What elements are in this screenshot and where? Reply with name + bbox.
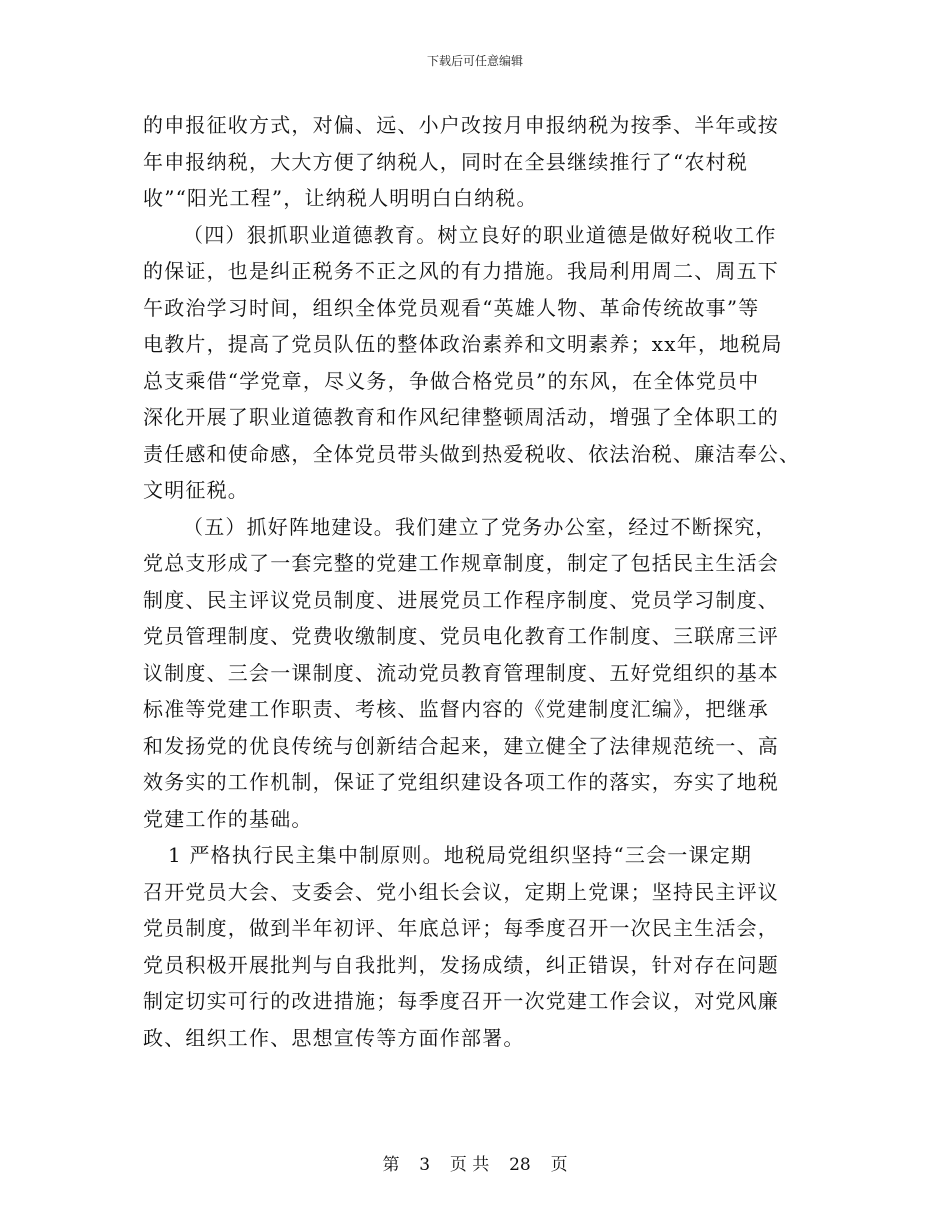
p3-line-8: 效务实的工作机制，保证了党组织建设各项工作的落实，夯实了地税: [143, 770, 779, 794]
p3-line-3: 制度、民主评议党员制度、进展党员工作程序制度、党员学习制度、: [143, 587, 779, 612]
p2-line-7: 责任感和使命感，全体党员带头做到热爱税收、依法治税、廉洁奉公、: [143, 441, 801, 466]
p1-line-1: 的申报征收方式，对偏、远、小户改按月申报纳税为按季、半年或按: [143, 113, 779, 137]
p4-line-3: 党员制度，做到半年初评、年底总评；每季度召开一次民主生活会，: [143, 916, 779, 940]
p4-line-4: 党员积极开展批判与自我批判，发扬成绩，纠正错误，针对存在问题: [143, 952, 779, 977]
p3-line-5: 议制度、三会一课制度、流动党员教育管理制度、五好党组织的基本: [143, 660, 779, 685]
p2-line-3: 午政治学习时间，组织全体党员观看“英雄人物、革命传统故事”等: [143, 295, 760, 320]
p2-line-2: 的保证，也是纠正税务不正之风的有力措施。我局利用周二、周五下: [143, 259, 779, 283]
p2-line-1: （四）狠抓职业道德教育。树立良好的职业道德是做好税收工作: [183, 222, 777, 247]
page-header: 下载后可任意编辑: [426, 54, 523, 68]
footer-prefix: 第: [382, 1155, 400, 1175]
p2-line-6: 深化开展了职业道德教育和作风纪律整顿周活动，增强了全体职工的: [143, 405, 779, 429]
p4-line-1: 1 严格执行民主集中制原则。地税局党组织坚持“三会一课定期: [168, 843, 753, 867]
p2-line-8: 文明征税。: [143, 478, 249, 502]
p2-line-5: 总支乘借“学党章，尽义务，争做合格党员”的东风，在全体党员中: [143, 368, 760, 393]
footer-middle: 页 共: [449, 1155, 490, 1175]
paragraph-1: [143, 107, 811, 217]
document-body: [143, 107, 811, 1056]
paragraph-3: [143, 509, 811, 838]
paragraph-2: [143, 217, 811, 509]
paragraph-4: [143, 837, 811, 1056]
p1-line-3: 收”“阳光工程”，让纳税人明明白白纳税。: [143, 186, 538, 210]
footer-total-pages: 28: [509, 1155, 531, 1175]
p4-line-2: 召开党员大会、支委会、党小组长会议，定期上党课；坚持民主评议: [143, 879, 779, 904]
p3-line-6: 标准等党建工作职责、考核、监督内容的《党建制度汇编》，把继承: [143, 697, 769, 721]
page-number-footer: [0, 1153, 950, 1177]
p2-line-4: 电教片，提高了党员队伍的整体政治素养和文明素养；xx年，地税局: [143, 332, 783, 356]
p4-line-5: 制定切实可行的改进措施；每季度召开一次党建工作会议，对党风廉: [143, 989, 779, 1013]
p3-line-1: （五）抓好阵地建设。我们建立了党务办公室，经过不断探究，: [183, 514, 777, 539]
p1-line-2: 年申报纳税，大大方便了纳税人，同时在全县继续推行了“农村税: [143, 149, 749, 174]
footer-current-page: 3: [419, 1155, 431, 1175]
p3-line-7: 和发扬党的优良传统与创新结合起来，建立健全了法律规范统一、高: [143, 733, 779, 758]
p4-line-6: 政、组织工作、思想宣传等方面作部署。: [143, 1025, 525, 1050]
p3-line-9: 党建工作的基础。: [143, 806, 313, 831]
p3-line-4: 党员管理制度、党费收缴制度、党员电化教育工作制度、三联席三评: [143, 624, 779, 648]
footer-suffix: 页: [550, 1155, 568, 1175]
p3-line-2: 党总支形成了一套完整的党建工作规章制度，制定了包括民主生活会: [143, 551, 779, 575]
